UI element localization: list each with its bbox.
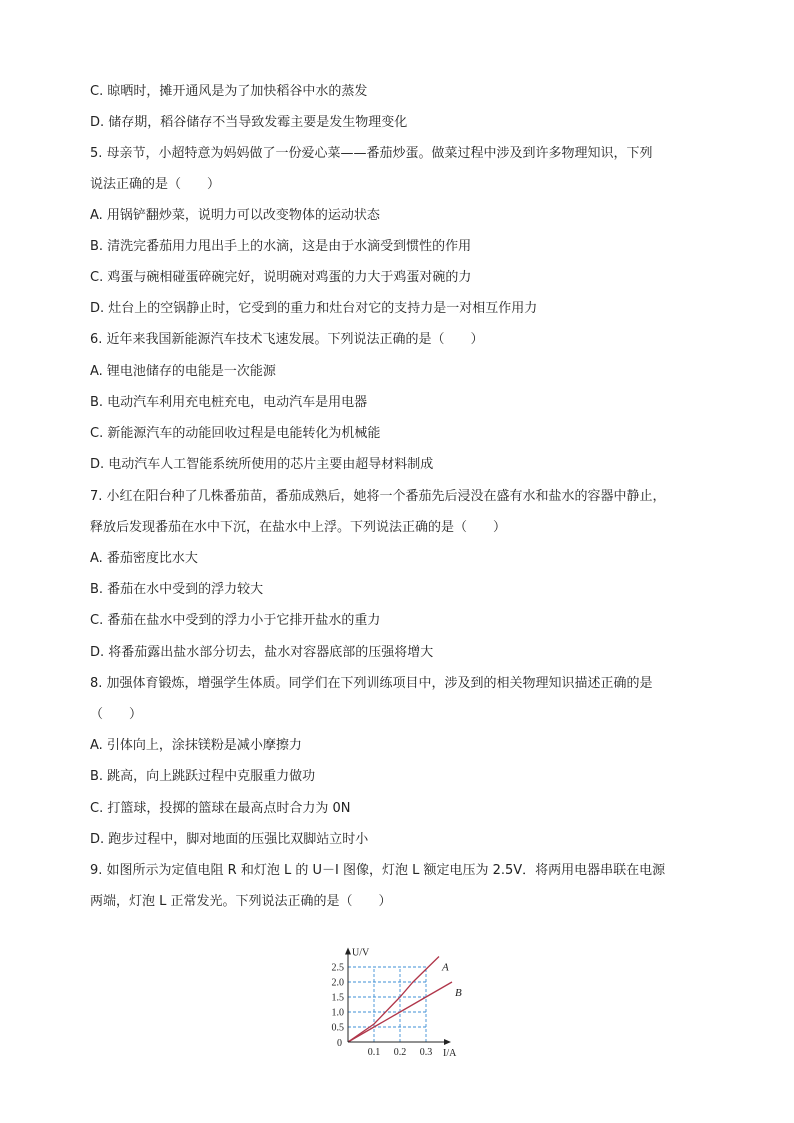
x-tick-label: 0.2 — [393, 1047, 407, 1058]
option-line: D. 将番茄露出盐水部分切去，盐水对容器底部的压强将增大 — [90, 645, 434, 660]
y-tick-label: 1.0 — [331, 1007, 344, 1019]
question-7-stem: 释放后发现番茄在水中下沉，在盐水中上浮。下列说法正确的是（ ） — [90, 520, 507, 535]
series-line-a — [348, 957, 439, 1043]
x-axis-arrow — [444, 1039, 451, 1045]
option-line: D. 灶台上的空锅静止时，它受到的重力和灶台对它的支持力是一对相互作用力 — [90, 301, 538, 316]
option-line: C. 新能源汽车的动能回收过程是电能转化为机械能 — [90, 426, 381, 441]
option-line: D. 电动汽车人工智能系统所使用的芯片主要由超导材料制成 — [90, 457, 434, 472]
question-9-stem: 9. 如图所示为定值电阻 R 和灯泡 L 的 U－I 图像，灯泡 L 额定电压为 2.5V．将两用电器串联在电源 — [90, 863, 666, 878]
question-6-stem: 6. 近年来我国新能源汽车技术飞速发展。下列说法正确的是（ ） — [90, 332, 484, 347]
axis-layer — [345, 948, 451, 1046]
y-tick-label: 0.5 — [331, 1022, 344, 1034]
u-i-graph — [314, 922, 484, 1062]
option-line: C. 鸡蛋与碗相碰蛋碎碗完好，说明碗对鸡蛋的力大于鸡蛋对碗的力 — [90, 270, 472, 285]
option-line: D. 储存期，稻谷储存不当导致发霉主要是发生物理变化 — [90, 115, 408, 130]
option-line: C. 打篮球，投掷的篮球在最高点时合力为 0N — [90, 801, 351, 816]
option-line: A. 用锅铲翻炒菜，说明力可以改变物体的运动状态 — [90, 208, 380, 223]
option-line: A. 引体向上，涂抹镁粉是减小摩擦力 — [90, 738, 302, 753]
x-tick-label: 0.3 — [419, 1047, 433, 1058]
origin-label: 0 — [337, 1038, 342, 1049]
question-7-stem: 7. 小红在阳台种了几株番茄苗，番茄成熟后，她将一个番茄先后浸没在盛有水和盐水的容器中静止， — [90, 489, 666, 504]
x-axis-label: I/A — [443, 1048, 457, 1059]
option-line: C. 晾晒时，摊开通风是为了加快稻谷中水的蒸发 — [90, 84, 368, 99]
option-line: B. 清洗完番茄用力甩出手上的水滴，这是由于水滴受到惯性的作用 — [90, 239, 472, 254]
y-tick-label: 2.0 — [331, 977, 344, 989]
x-tick-label: 0.1 — [367, 1047, 381, 1058]
question-5-stem: 5. 母亲节，小超特意为妈妈做了一份爱心菜——番茄炒蛋。做菜过程中涉及到许多物理知识，下列 — [90, 146, 653, 161]
series-label-a: A — [442, 961, 449, 974]
question-5-stem: 说法正确的是（ ） — [90, 177, 221, 192]
y-axis-label: U/V — [352, 947, 370, 959]
y-axis-arrow — [345, 948, 351, 955]
option-line: B. 跳高，向上跳跃过程中克服重力做功 — [90, 769, 316, 784]
option-line: B. 番茄在水中受到的浮力较大 — [90, 582, 264, 597]
series-label-b: B — [455, 987, 462, 999]
question-8-stem: （ ） — [90, 707, 143, 722]
question-8-stem: 8. 加强体育锻炼，增强学生体质。同学们在下列训练项目中，涉及到的相关物理知识描述正确的是 — [90, 676, 653, 691]
y-tick-label: 2.5 — [331, 962, 344, 974]
option-line: C. 番茄在盐水中受到的浮力小于它排开盐水的重力 — [90, 613, 381, 628]
option-line: B. 电动汽车利用充电桩充电，电动汽车是用电器 — [90, 395, 368, 410]
option-line: D. 跑步过程中，脚对地面的压强比双脚站立时小 — [90, 832, 369, 847]
y-tick-label: 1.5 — [331, 992, 344, 1004]
option-line: A. 番茄密度比水大 — [90, 551, 198, 566]
question-9-stem: 两端，灯泡 L 正常发光。下列说法正确的是（ ） — [90, 894, 392, 909]
option-line: A. 锂电池储存的电能是一次能源 — [90, 364, 276, 379]
